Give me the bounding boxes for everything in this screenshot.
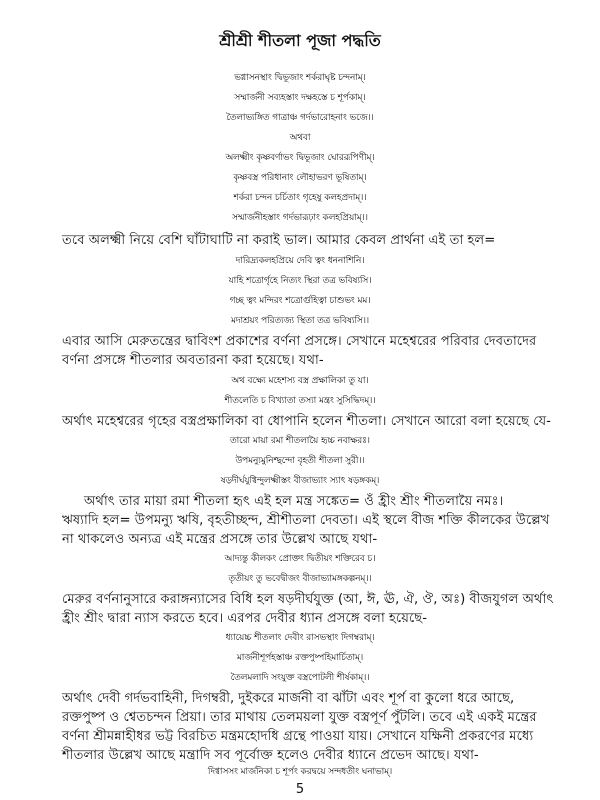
verse-line-6: কৃষ্ণবস্ত্র পরিধানাং লৌহাভরণ ভূষিতাম্। bbox=[233, 173, 367, 183]
verse-line-29: ধ্যায়েচ্চ শীতলাং দেবীং রাসভস্থাং দিগম্বরাম্। bbox=[225, 633, 375, 643]
prose-line-3: বর্ণনা প্রসঙ্গে শীতলার অবতারনা করা হয়েছে। যথা- bbox=[62, 353, 324, 368]
verse-line-12: গচ্ছ ত্বং মন্দিরং শত্রোর্গুহিত্বা চাশুভং মম। bbox=[229, 296, 371, 306]
prose-line-4: অর্থাৎ মহেশ্বরের গৃহের বস্ত্রপ্রক্ষালিকা বা ধোপানি হলেন শীতলা। সেখানে আরো বলা হয়েছে যে- bbox=[62, 414, 551, 429]
verse-line-17: শীতলেতি চ বিখ্যাতা তস্যা মন্ত্রং সুসিদ্ধিদম্।। bbox=[224, 396, 376, 406]
prose-line-11: বর্ণনা শ্রীমন্নাহীধর ভট্ট বিরচিত মন্ত্রমহোদধি গ্রন্থে পাওয়া যায়। সেখানে যক্ষিনী প্রকরণের মধ্যে bbox=[62, 729, 534, 744]
prose-line-2: এবার আসি মেরুতন্ত্রের দ্বাবিংশ প্রকাশের বর্ণনা প্রসঙ্গে। সেখানে মহেশ্বরের পরিবার দেবতাদের bbox=[62, 334, 537, 349]
prose-line-9: অর্থাৎ দেবী গর্দভবাহিনী, দিগম্বরী, দুইকরে মার্জনী বা ঝাঁটা এবং শূর্প বা কুলো ধরে আছে, bbox=[62, 691, 515, 706]
page-number: 5 bbox=[295, 782, 305, 797]
prose-line-6: না থাকলেও অন্যত্র এই মন্ত্রের প্রসঙ্গে তার উল্লেখ আছে যথা- bbox=[62, 532, 378, 547]
verse-line-8: সম্মার্জনীহস্তাং গর্দভারূঢ়াং কলহপ্রিয়াম্।। bbox=[232, 213, 368, 223]
verse-line-2: সম্মার্জনী সব্যহস্তাং দক্ষহস্তে চ শূর্পকাম্। bbox=[234, 93, 366, 103]
verse-line-36: দিগ্বাসসং মার্জনিকা চ শূর্পং করদ্বয়ে সন্দধতীং ঘনাভাম্। bbox=[207, 767, 393, 777]
prose-line-12: শীতলার উল্লেখ আছে মন্ত্রাদি সব পূর্বোক্ত হলেও দেবীর ধ্যানে প্রভেদ আছে। যথা- bbox=[62, 748, 479, 763]
verse-line-3: তৈলাভ্যঙ্গিত গাত্রাঞ্চ গর্দভারোহনাং ভজে।। bbox=[226, 113, 374, 123]
page-title: শ্রীশ্রী শীতলা পূজা পদ্ধতি bbox=[219, 31, 381, 50]
verse-line-7: শর্করা চন্দন চর্চিতাং গৃহেষু কলহপ্রদাম্।। bbox=[233, 193, 367, 203]
verse-line-25: আদ্যন্তু কীলকং প্রোক্তং দ্বিতীয়ং শক্তিরেব চ। bbox=[224, 554, 376, 564]
verse-line-31: তৈলমলাদি সংযুক্ত বস্ত্রপোটলী শীর্ষকাম্।। bbox=[230, 673, 370, 683]
prose-line-10: রক্তপুষ্প ও শ্বেতচন্দন প্রিয়া। তার মাথায় তেলময়লা যুক্ত বস্ত্রপূর্ণ পুঁটলি। তবে এই একই মন্ত্রের bbox=[62, 710, 537, 725]
verse-heading-athaba: অথবা bbox=[289, 133, 311, 143]
verse-line-20: উপমন্যুমুনিশ্ছন্দো বৃহতী শীতলা সুরী।। bbox=[235, 456, 365, 466]
prose-line-8: হ্রীং শ্রীং দ্বারা ন্যাস করতে হবে। এরপর দেবীর ধ্যান প্রসঙ্গে বলা হয়েছে- bbox=[62, 611, 428, 626]
prose-line-7: মেরুর বর্ণনানুসারে করাঙ্গন্যাসের বিধি হল ষড়দীর্ঘযুক্ত (আ, ঈ, ঊ, ঐ, ঔ, অঃ) বীজযুগল অর্থাৎ bbox=[62, 592, 554, 607]
verse-line-16: অথ বক্ষ্যে মহেশস্য বস্ত্র প্রক্ষালিকা তু যা। bbox=[231, 376, 369, 386]
verse-line-11: যাহি শত্রোর্গৃহে নিত্যং স্থিরা তত্র ভবিষ্যসি। bbox=[228, 276, 372, 286]
verse-line-10: দারিদ্র্যকলহপ্রিয়ে দেবি ত্বং ধননাশিনি। bbox=[235, 256, 365, 266]
verse-line-13: মদাশ্রয়ং পরিত্যজ্য স্থিতা তত্র ভবিষ্যসি।। bbox=[230, 316, 370, 326]
verse-line-26: তৃতীয়ং তু ভবেদ্বীজং বীজাভ্যামঙ্গকল্পনম্।। bbox=[228, 574, 372, 584]
prose-line-5: ঋষ্যাদি হল= উপমন্যু ঋষি, বৃহতীচ্ছন্দ, শ্রীশীতলা দেবতা। এই স্থলে বীজ শক্তি কীলকের উল্লেখ bbox=[62, 513, 550, 528]
mantra-line: অর্থাৎ তার মায়া রমা শীতলা হৃৎ এই হল মন্ত্র সঙ্কেত= ওঁ হ্রীং শ্রীং শীতলায়ৈ নমঃ। bbox=[84, 494, 504, 509]
verse-line-21: ষড়দীর্ঘযুগ্বিন্দুলক্ষ্মীস্তং বীজাভ্যাং স্যাৎ ষড়ঙ্গকম্। bbox=[220, 476, 380, 486]
verse-line-19: তারো মায়া রমা শীতলায়ৈ হৃচ্চ নবাক্ষরঃ। bbox=[230, 436, 370, 446]
verse-line-5: অলক্ষ্মীং কৃষ্ণবর্ণাভং দ্বিভূজাং ঘোররূপিণীম্। bbox=[225, 153, 375, 163]
prose-line-1: তবে অলক্ষ্মী নিয়ে বেশি ঘাঁটাঘাটি না করাই ভাল। আমার কেবল প্রার্থনা এই তা হল= bbox=[62, 233, 496, 248]
verse-line-30: মার্জনীশূর্পহস্তাঞ্চ রক্তপুষ্পহিমার্চিতাম্। bbox=[236, 653, 364, 663]
verse-line-1: ভগ্নাসনস্থাং দ্বিভূজাং শর্করাঘৃষ্ট চন্দনাম্। bbox=[234, 73, 366, 83]
